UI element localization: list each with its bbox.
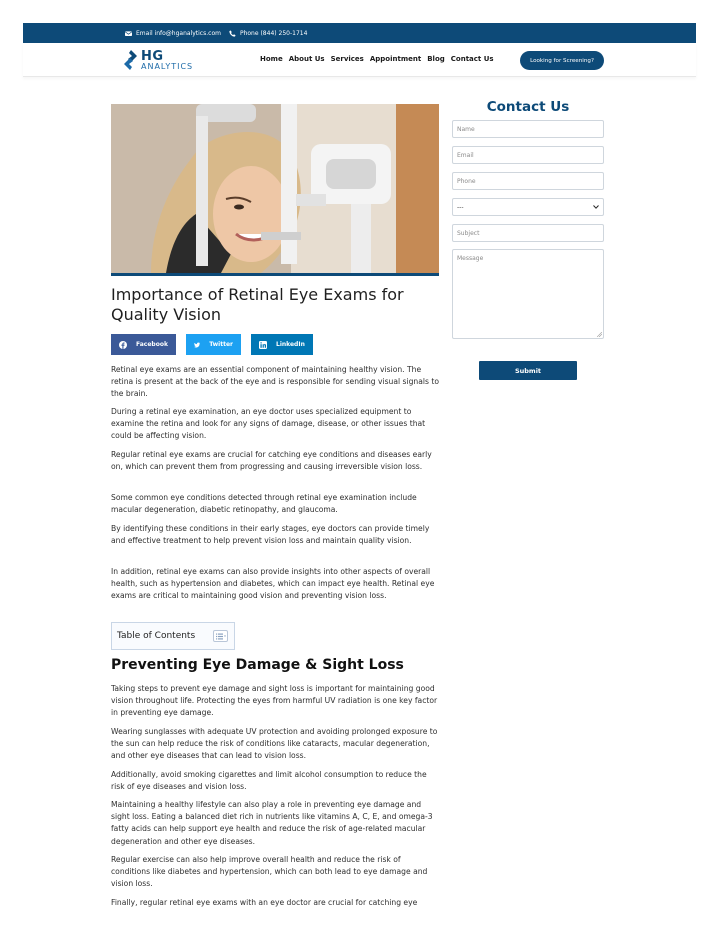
share-twitter-button[interactable] bbox=[186, 334, 241, 355]
table-of-contents-toggle[interactable] bbox=[111, 622, 235, 650]
message-textarea[interactable] bbox=[452, 249, 604, 339]
share-linkedin-button[interactable] bbox=[251, 334, 313, 355]
section-paragraph: Finally, regular retinal eye exams with an eye doctor are crucial for catching eye bbox=[111, 898, 418, 907]
facebook-icon bbox=[119, 341, 127, 349]
phone-field[interactable]: Phone bbox=[452, 172, 604, 190]
eye-exam-photo bbox=[111, 104, 439, 273]
section-paragraph: Maintaining a healthy lifestyle can also play a role in preventing eye damage and sight loss. Eating a balanced diet rich in nutrients like vitamins A, C, E, and omega-3 fatty acids can help support eye health and reduce the risk of age-related macular degeneration and other eye diseases. bbox=[111, 800, 433, 846]
logo-text-primary: HG bbox=[141, 48, 164, 64]
section-heading: Preventing Eye Damage & Sight Loss bbox=[111, 657, 404, 673]
name-field[interactable]: Name bbox=[452, 120, 604, 138]
nav-blog[interactable]: Blog bbox=[427, 55, 445, 63]
resize-grip-icon[interactable] bbox=[597, 332, 602, 337]
service-select[interactable] bbox=[452, 198, 604, 216]
screening-cta-button[interactable]: Looking for Screening? bbox=[520, 51, 604, 70]
toc-expand-button[interactable] bbox=[213, 630, 228, 642]
article-paragraph: By identifying these conditions in their early stages, eye doctors can provide timely and effective treatment to help prevent vision loss and maintain quality vision. bbox=[111, 524, 430, 546]
article-paragraph: Regular retinal eye exams are crucial for catching eye conditions and diseases early on, which can prevent them from progressing and causing irreversible vision loss. bbox=[111, 450, 432, 472]
main-navbar bbox=[23, 43, 696, 77]
share-facebook-button[interactable] bbox=[111, 334, 176, 355]
nav-appointment[interactable]: Appointment bbox=[369, 55, 422, 63]
share-facebook-label: Facebook bbox=[136, 341, 168, 348]
primary-nav bbox=[260, 55, 494, 63]
top-contact-bar bbox=[23, 23, 696, 43]
nav-home[interactable]: Home bbox=[260, 55, 283, 63]
chevron-down-icon bbox=[593, 205, 599, 209]
linkedin-icon bbox=[259, 341, 267, 349]
section-paragraph: Additionally, avoid smoking cigarettes and limit alcohol consumption to reduce the risk of eye diseases and vision loss. bbox=[111, 770, 427, 792]
topbar-email[interactable] bbox=[125, 30, 221, 37]
share-twitter-label: Twitter bbox=[209, 341, 233, 348]
site-logo[interactable] bbox=[123, 49, 193, 71]
topbar-phone-text: Phone (844) 250-1714 bbox=[239, 29, 308, 37]
logo-text-secondary: ANALYTICS bbox=[141, 61, 194, 71]
email-field[interactable]: Email bbox=[452, 146, 604, 164]
mail-icon bbox=[125, 30, 132, 37]
nav-contact-us[interactable]: Contact Us bbox=[450, 55, 494, 63]
nav-services[interactable]: Services bbox=[330, 55, 364, 63]
article-hero-image bbox=[111, 104, 439, 276]
message-placeholder: Message bbox=[457, 255, 484, 262]
contact-form-heading: Contact Us bbox=[486, 99, 570, 115]
section-paragraph: Taking steps to prevent eye damage and sight loss is important for maintaining good vision throughout life. Protecting the eyes from harmful UV radiation is one key factor in preventing eye damage. bbox=[111, 684, 438, 718]
submit-button[interactable]: Submit bbox=[479, 361, 577, 380]
topbar-phone[interactable] bbox=[229, 30, 307, 37]
share-linkedin-label: LinkedIn bbox=[276, 341, 305, 348]
phone-icon bbox=[229, 30, 236, 37]
topbar-email-text: Email info@hganalytics.com bbox=[136, 29, 221, 37]
list-toggle-icon bbox=[216, 633, 226, 640]
share-buttons bbox=[111, 334, 313, 355]
twitter-icon bbox=[194, 341, 200, 349]
subject-field[interactable]: Subject bbox=[452, 224, 604, 242]
article-paragraph: Retinal eye exams are an essential component of maintaining healthy vision. The retina is present at the back of the eye and is responsible for sending visual signals to the brain. bbox=[111, 365, 439, 399]
article-paragraph: Some common eye conditions detected through retinal eye examination include macular degeneration, diabetic retinopathy, and glaucoma. bbox=[111, 493, 417, 515]
toc-label: Table of Contents bbox=[117, 631, 196, 641]
section-paragraph: Regular exercise can also help improve overall health and reduce the risk of conditions like diabetes and hypertension, which can both lead to eye damage and vision loss. bbox=[111, 855, 428, 889]
logo-mark-icon bbox=[123, 49, 138, 71]
section-paragraph: Wearing sunglasses with adequate UV protection and avoiding prolonged exposure to the sun can help reduce the risk of conditions like cataracts, macular degeneration, and other eye diseases that can lead to vision loss. bbox=[111, 727, 438, 761]
article-paragraph: In addition, retinal eye exams can also provide insights into other aspects of overall health, such as hypertension and diabetes, which can impact eye health. Retinal eye exams are critical to maintaining good vision and preventing vision loss. bbox=[111, 567, 435, 601]
service-select-value: --- bbox=[457, 203, 464, 211]
article-title: Importance of Retinal Eye Exams for Quality Vision bbox=[111, 285, 404, 324]
nav-about-us[interactable]: About Us bbox=[288, 55, 325, 63]
article-paragraph: During a retinal eye examination, an eye doctor uses specialized equipment to examine the retina and look for any signs of damage, disease, or other issues that could be affecting vision. bbox=[111, 407, 426, 441]
